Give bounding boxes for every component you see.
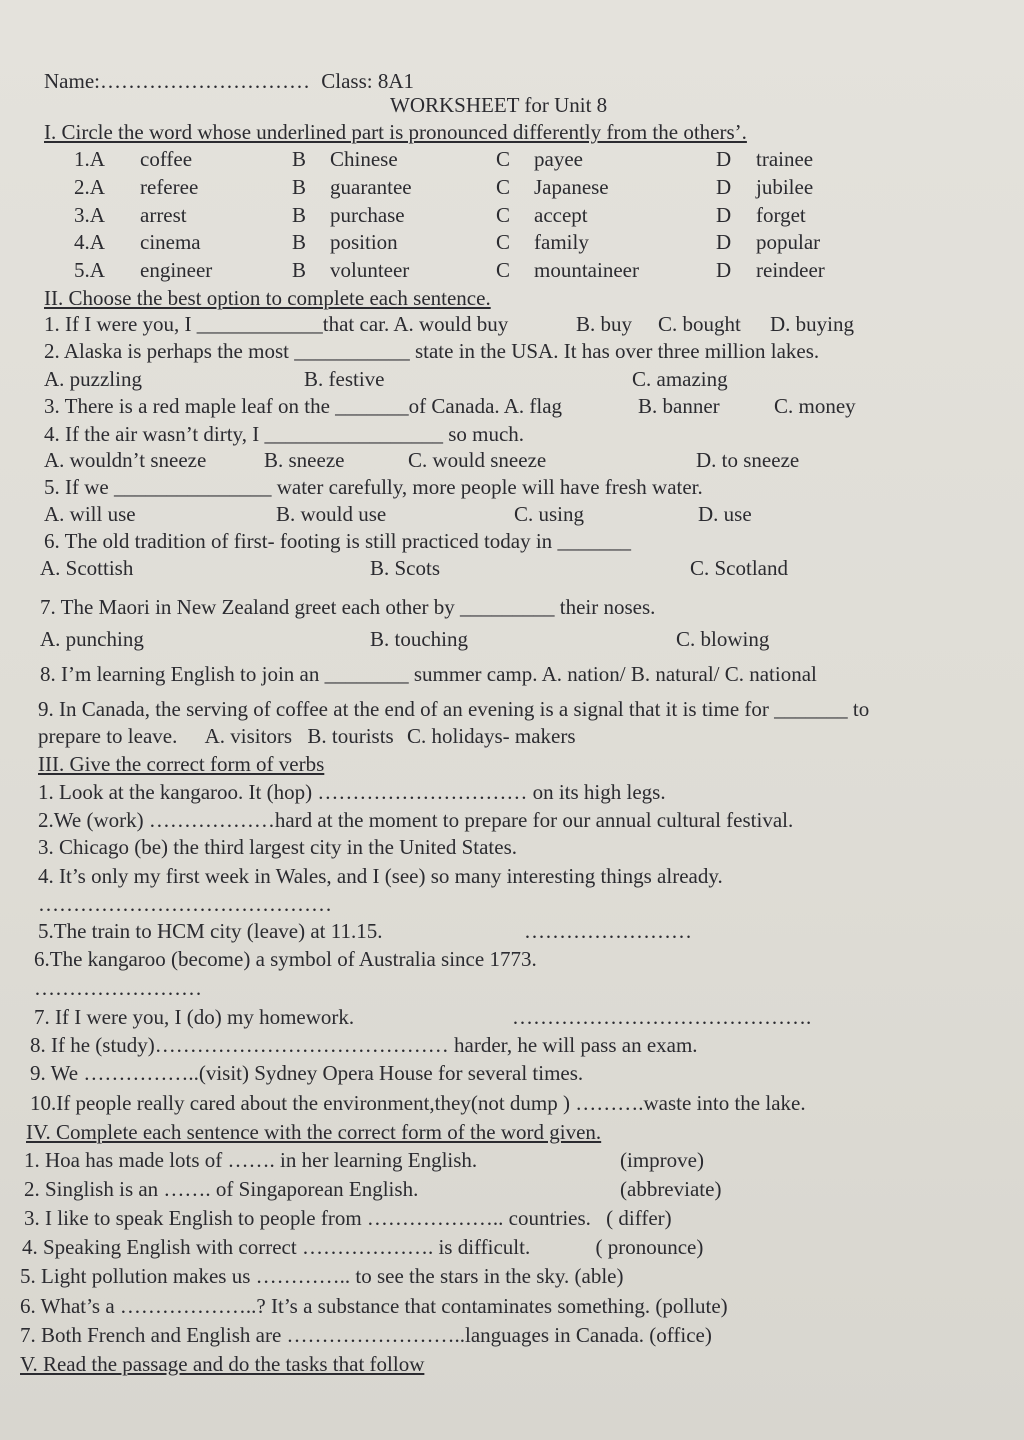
item-text: 4. Speaking English with correct ………………. is difficult.: [22, 1235, 531, 1259]
row-num: 2.A: [74, 175, 105, 199]
s4-item: 5. Light pollution makes us ………….. to see the stars in the sky. (able): [20, 1264, 624, 1288]
question-rest: their noses.: [554, 595, 656, 619]
letter-d: D: [716, 230, 732, 254]
letter-b: B: [292, 230, 307, 254]
question-rest: summer camp. A. nation/ B. natural/ C. national: [408, 662, 817, 686]
s3-item: 1. Look at the kangaroo. It (hop) ………………………… on its high legs.: [38, 780, 666, 804]
option-d: reindeer: [756, 258, 825, 282]
s3-item: 8. If he (study)…………………………………… harder, he will pass an exam.: [30, 1033, 698, 1057]
s2-q9-options: [38, 723, 576, 749]
row-num: 5.A: [74, 258, 105, 282]
s3-item: 2.We (work) ………………hard at the moment to prepare for our annual cultural festival.: [38, 808, 794, 832]
word-given: (improve): [620, 1148, 704, 1172]
option-b: purchase: [330, 203, 405, 227]
s3-item: 6.The kangaroo (become) a symbol of Australia since 1773.: [34, 947, 537, 971]
option-c: Japanese: [534, 175, 609, 199]
question-text: 4. If the air wasn’t dirty, I: [44, 422, 265, 446]
item-text: 2. Singlish is an ……. of Singaporean English.: [24, 1177, 419, 1201]
option-c: payee: [534, 147, 583, 171]
option-c: C. money: [774, 394, 856, 418]
question-rest: state in the USA. It has over three million lakes.: [409, 339, 820, 363]
s2-q6: [44, 528, 631, 554]
letter-c: C: [496, 203, 511, 227]
option-a: A. wouldn’t sneeze: [44, 448, 207, 472]
option-d: popular: [756, 230, 821, 254]
question-text: 9. In Canada, the serving of coffee at the end of an evening is a signal that it is time for: [38, 697, 775, 721]
s3-item: 7. If I were you, I (do) my homework.: [34, 1005, 355, 1029]
option-b: B. banner: [638, 394, 720, 418]
s4-item: 6. What’s a ………………..? It’s a substance that contaminates something. (pollute): [20, 1294, 728, 1318]
option-b: B. buy: [576, 312, 633, 336]
option-a: engineer: [140, 258, 213, 282]
question-rest: to: [847, 697, 870, 721]
s2-q8: [40, 661, 817, 687]
option-d: trainee: [756, 147, 814, 171]
s2-q9: [38, 696, 869, 722]
s3-item: 10.If people really cared about the environment,they(not dump ) ……….waste into the lake.: [30, 1091, 806, 1115]
answer-blank: _______: [774, 697, 848, 721]
section5-heading: V. Read the passage and do the tasks that follow: [20, 1352, 425, 1376]
s2-q5: [44, 474, 703, 500]
option-c: C. amazing: [632, 367, 728, 391]
option-a: coffee: [140, 147, 193, 171]
s3-item: 5.The train to HCM city (leave) at 11.15.: [38, 919, 383, 943]
s2-q7: [40, 594, 655, 620]
option-b: B. sneeze: [264, 448, 345, 472]
class-label: Class: 8A1: [321, 69, 414, 93]
s3-answer-dots: ……………………: [524, 919, 692, 943]
letter-c: C: [496, 258, 511, 282]
question-text: 1. If I were you, I: [44, 312, 197, 336]
answer-blank: _________: [460, 595, 555, 619]
letter-d: D: [716, 175, 732, 199]
question-text: 2. Alaska is perhaps the most: [44, 339, 295, 363]
option-c: C. would sneeze: [408, 448, 547, 472]
question-rest: so much.: [442, 422, 525, 446]
option-b: B. tourists: [307, 724, 394, 748]
option-c: C. Scotland: [690, 556, 788, 580]
option-b: volunteer: [330, 258, 410, 282]
row-num: 1.A: [74, 147, 105, 171]
option-b: B. Scots: [370, 556, 441, 580]
name-line: [44, 68, 414, 94]
option-d: jubilee: [756, 175, 814, 199]
option-a: cinema: [140, 230, 201, 254]
question-text: 7. The Maori in New Zealand greet each other by: [40, 595, 461, 619]
option-a: A. visitors: [204, 724, 293, 748]
s3-answer-dots: ……………………………………: [38, 892, 332, 916]
item-text: 3. I like to speak English to people from ……………….. countries.: [24, 1206, 591, 1230]
letter-d: D: [716, 258, 732, 282]
section2-heading: II. Choose the best option to complete each sentence.: [44, 286, 491, 310]
s4-item: [24, 1147, 704, 1173]
question-text: 3. There is a red maple leaf on the: [44, 394, 336, 418]
option-a: A. punching: [40, 627, 144, 651]
word-given: ( differ): [606, 1206, 672, 1230]
answer-blank: _______: [335, 394, 409, 418]
section1-heading: I. Circle the word whose underlined part is pronounced differently from the others’.: [44, 120, 747, 144]
option-b: guarantee: [330, 175, 412, 199]
section3-heading: III. Give the correct form of verbs: [38, 752, 325, 776]
answer-blank: _______________: [113, 475, 272, 499]
s3-answer-dots: ……………………: [34, 976, 202, 1000]
question-text: 5. If we: [44, 475, 114, 499]
question-rest: of Canada. A. flag: [408, 394, 563, 418]
answer-blank: ___________: [294, 339, 410, 363]
answer-blank: _______: [557, 529, 631, 553]
letter-d: D: [716, 203, 732, 227]
option-c: family: [534, 230, 589, 254]
option-c: mountaineer: [534, 258, 639, 282]
s3-answer-dots: …………………………………….: [512, 1005, 812, 1029]
option-a: A. Scottish: [40, 556, 134, 580]
option-c: C. blowing: [676, 627, 770, 651]
question-text: 6. The old tradition of first- footing is still practiced today in: [44, 529, 558, 553]
option-a: arrest: [140, 203, 187, 227]
s3-item: 4. It’s only my first week in Wales, and I (see) so many interesting things already.: [38, 864, 723, 888]
option-a: referee: [140, 175, 199, 199]
option-b: Chinese: [330, 147, 398, 171]
row-num: 3.A: [74, 203, 105, 227]
s3-item: 3. Chicago (be) the third largest city in the United States.: [38, 835, 518, 859]
letter-c: C: [496, 175, 511, 199]
option-d: D. buying: [770, 312, 854, 336]
worksheet-title: WORKSHEET for Unit 8: [390, 93, 608, 117]
letter-b: B: [292, 203, 307, 227]
s3-item: 9. We ……………..(visit) Sydney Opera House for several times.: [30, 1061, 584, 1085]
option-d: D. use: [698, 502, 752, 526]
option-c: C. bought: [658, 312, 741, 336]
s2-q2: [44, 338, 819, 364]
option-c: C. holidays- makers: [406, 724, 576, 748]
option-c: accept: [534, 203, 588, 227]
letter-b: B: [292, 258, 307, 282]
option-d: D. to sneeze: [696, 448, 800, 472]
s4-item: 7. Both French and English are ……………………..languages in Canada. (office): [20, 1323, 712, 1347]
letter-b: B: [292, 147, 307, 171]
word-given: (abbreviate): [620, 1177, 722, 1201]
question-line2: prepare to leave.: [38, 724, 178, 748]
s4-item: [24, 1176, 722, 1202]
item-text: 1. Hoa has made lots of ……. in her learning English.: [24, 1148, 478, 1172]
section4-heading: IV. Complete each sentence with the correct form of the word given.: [26, 1120, 602, 1144]
letter-b: B: [292, 175, 307, 199]
answer-blank: _________________: [264, 422, 443, 446]
row-num: 4.A: [74, 230, 105, 254]
option-b: B. touching: [370, 627, 468, 651]
option-a: A. will use: [44, 502, 136, 526]
letter-c: C: [496, 147, 511, 171]
answer-blank: ________: [324, 662, 409, 686]
option-b: position: [330, 230, 398, 254]
question-rest: water carefully, more people will have fresh water.: [271, 475, 703, 499]
option-b: B. would use: [276, 502, 387, 526]
name-label: Name:: [44, 69, 100, 93]
s2-q3: [44, 393, 856, 419]
s4-item: [24, 1205, 672, 1231]
question-rest: that car. A. would buy: [322, 312, 509, 336]
option-d: forget: [756, 203, 806, 227]
s4-item: [22, 1234, 703, 1260]
option-a: A. puzzling: [44, 367, 142, 391]
word-given: ( pronounce): [595, 1235, 704, 1259]
option-c: C. using: [514, 502, 585, 526]
option-b: B. festive: [304, 367, 385, 391]
question-text: 8. I’m learning English to join an: [40, 662, 325, 686]
letter-c: C: [496, 230, 511, 254]
letter-d: D: [716, 147, 732, 171]
s2-q4: [44, 421, 524, 447]
answer-blank: ____________: [196, 312, 323, 336]
s2-q1: [44, 311, 854, 337]
name-dots: …………………………: [99, 69, 310, 93]
